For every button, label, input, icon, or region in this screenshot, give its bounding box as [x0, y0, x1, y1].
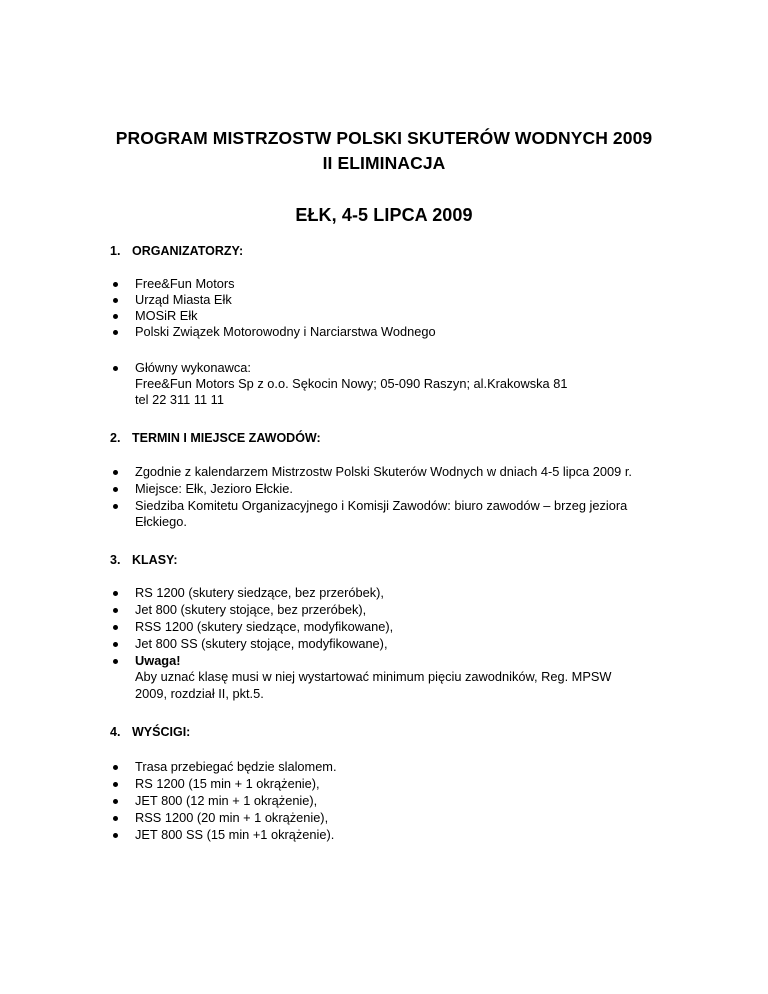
bullet-icon — [113, 314, 118, 319]
document-subtitle: II ELIMINACJA — [322, 153, 446, 173]
note-text-line2: 2009, rozdział II, pkt.5. — [135, 686, 264, 701]
section-title: WYŚCIGI: — [132, 725, 191, 739]
bullet-icon — [113, 833, 118, 838]
bullet-icon — [113, 330, 118, 335]
section-number: 3. — [110, 553, 121, 567]
section-title: TERMIN I MIEJSCE ZAWODÓW: — [132, 431, 321, 445]
bullet-icon — [113, 625, 118, 630]
section-title: ORGANIZATORZY: — [132, 244, 244, 258]
event-date-location: EŁK, 4-5 LIPCA 2009 — [295, 205, 473, 225]
bullet-icon — [113, 799, 118, 804]
bullet-icon — [113, 608, 118, 613]
section-title: KLASY: — [132, 553, 178, 567]
section-heading-organizers — [110, 244, 243, 258]
section-number: 2. — [110, 431, 121, 445]
section-heading-races — [110, 725, 190, 739]
bullet-icon — [113, 504, 118, 509]
bullet-icon — [113, 470, 118, 475]
document-title: PROGRAM MISTRZOSTW POLSKI SKUTERÓW WODNYCH 2009 — [115, 128, 653, 148]
section-number: 4. — [110, 725, 121, 739]
bullet-icon — [113, 366, 118, 371]
contractor-phone: tel 22 311 11 11 — [135, 392, 224, 407]
list-item-continuation: Ełckiego. — [135, 514, 187, 529]
bullet-icon — [113, 282, 118, 287]
document-page: PROGRAM MISTRZOSTW POLSKI SKUTERÓW WODNYCH 2009 II ELIMINACJA EŁK, 4-5 LIPCA 2009 1. ORGANIZATORZY: Free&Fun Motors Urząd Miasta Ełk MOSiR Ełk Polski Związek Motorowodny i Narciarstwa Wodnego Główny wykonawca: Free&Fun Motors Sp z o.o. Sękocin Nowy; 05-090 Raszyn; al.Krakowska 81 tel 22 311 11 11 2. TERMIN I MIEJSCE ZAWODÓW: Zgodnie z kalendarzem Mistrzostw Polski Skuterów Wodnych w dniach 4-5 lipca 2009 r. Miejsce: Ełk, Jezioro Ełckie. Siedziba Komitetu Organizacyjnego i Komisji Zawodów: biuro zawodów – brzeg jeziora Ełckiego. 3. KLASY: RS 1200 (skutery siedzące, bez przeróbek), Jet 800 (skutery stojące, bez przeróbek), RSS 1200 (skutery siedzące, modyfikowane), Jet 800 SS (skutery stojące, modyfikowane), Uwaga! Aby uznać klasę musi w niej wystartować minimum pięciu zawodników, Reg. MPSW 2009, rozdział II, pkt.5. 4. WYŚCIGI: Trasa przebiegać będzie slalomem. RS 1200 (15 min + 1 okrążenie), JET 800 (12 min + 1 okrążenie), RSS 1200 (20 min + 1 okrążenie), JET 800 SS (15 min +1 okrążenie). — [0, 0, 768, 994]
note-text-line1: Aby uznać klasę musi w niej wystartować minimum pięciu zawodników, Reg. MPSW — [135, 669, 612, 684]
bullet-icon — [113, 298, 118, 303]
section-heading-date-place — [110, 431, 321, 445]
bullet-icon — [113, 816, 118, 821]
bullet-icon — [113, 659, 118, 664]
bullet-icon — [113, 591, 118, 596]
bullet-icon — [113, 782, 118, 787]
bullet-icon — [113, 487, 118, 492]
bullet-icon — [113, 642, 118, 647]
section-heading-classes — [110, 553, 178, 567]
section-number: 1. — [110, 244, 121, 258]
contractor-address: Free&Fun Motors Sp z o.o. Sękocin Nowy; 05-090 Raszyn; al.Krakowska 81 — [135, 376, 568, 391]
bullet-icon — [113, 765, 118, 770]
